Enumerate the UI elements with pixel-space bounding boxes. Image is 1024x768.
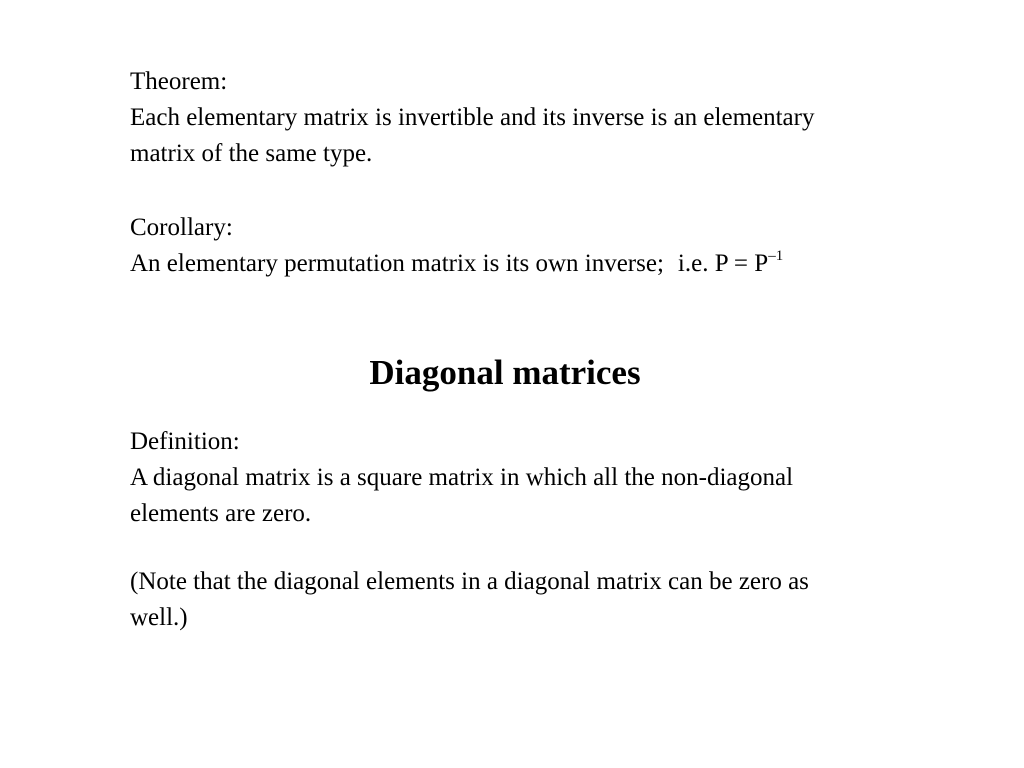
- theorem-block: [130, 64, 930, 172]
- definition-block: [130, 424, 930, 532]
- theorem-text-line-1: Each elementary matrix is invertible and its inverse is an elementary: [130, 104, 815, 131]
- corollary-statement: An elementary permutation matrix is its own inverse;: [130, 250, 664, 277]
- corollary-block: [130, 210, 930, 282]
- note-text-line-2: well.): [130, 604, 188, 631]
- definition-text-line-1: A diagonal matrix is a square matrix in which all the non-diagonal: [130, 464, 794, 491]
- corollary-ie: i.e. P = P: [677, 250, 769, 277]
- theorem-label: Theorem:: [130, 68, 228, 95]
- theorem-text-line-2: matrix of the same type.: [130, 140, 373, 167]
- corollary-label: Corollary:: [130, 214, 233, 241]
- inverse-exponent: –1: [768, 247, 784, 264]
- note-text-line-1: (Note that the diagonal elements in a diagonal matrix can be zero as: [130, 568, 809, 595]
- section-title: Diagonal matrices: [369, 353, 641, 392]
- definition-text-line-2: elements are zero.: [130, 500, 312, 527]
- corollary-text-line: [130, 246, 930, 282]
- definition-label: Definition:: [130, 428, 240, 455]
- note-block: [130, 564, 930, 636]
